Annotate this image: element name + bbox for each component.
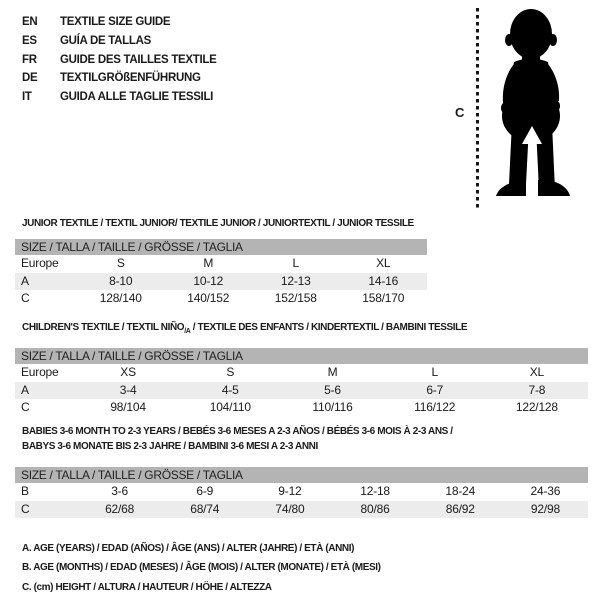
language-row [22,13,217,32]
language-row [22,32,217,51]
table-row [15,273,427,291]
babies-table-title [22,425,453,454]
table-cell: 8-10 [109,273,133,288]
children-title-text: CHILDREN'S TEXTILE / TEXTIL NIÑO [22,322,185,333]
table-cell: 7-8 [528,382,546,397]
table-cell: XL [529,365,545,379]
table-row [15,501,588,519]
table-row [15,483,588,501]
language-code: FR [22,53,37,66]
height-measure-label: C [455,105,465,120]
babies-title-line-1: BABIES 3-6 MONTH TO 2-3 YEARS / BEBÉS 3-6 MESES A 2-3 AÑOS / BÉBÉS 3-6 MOIS À 2-3 ANS / [22,426,453,437]
row-label: C [21,400,30,414]
table-size-header: SIZE / TALLA / TAILLE / GRÖSSE / TAGLIA [15,239,427,255]
table-size-header: SIZE / TALLA / TAILLE / GRÖSSE / TAGLIA [15,467,588,483]
footnote: C. (cm) HEIGHT / ALTURA / HAUTEUR / HÖHE / ALTEZZA [22,581,272,593]
height-measure-dashed-line [476,8,479,208]
table-cell: 80/86 [360,501,390,516]
table-cell: L [292,256,299,270]
table-cell: S [116,256,125,270]
table-cell: XS [120,365,136,379]
language-label: TEXTILE SIZE GUIDE [60,16,171,28]
table-cell: 98/104 [110,400,146,414]
table-cell: 4-5 [221,382,239,397]
language-code: ES [22,34,37,47]
table-cell: 68/74 [190,501,220,516]
table-cell: 6-7 [426,382,444,397]
table-cell: 122/128 [515,400,558,414]
table-cell: 128/140 [99,291,142,305]
language-row [22,69,217,88]
row-label: B [21,484,29,498]
language-row [22,88,217,107]
table-cell: 9-12 [278,484,302,498]
table-cell: M [327,365,338,379]
table-cell: 152/158 [274,291,317,305]
table-cell: 3-6 [111,484,128,498]
footnote: B. AGE (MONTHS) / EDAD (MESES) / ÂGE (MOIS) / ALTER (MONATE) / ETÀ (MESI) [22,562,381,574]
children-title-text: / TEXTILE DES ENFANTS / KINDERTEXTIL / BAMBINI TESSILE [190,322,468,333]
table-row [15,255,427,273]
babies-title-line-2: BABYS 3-6 MONATE BIS 2-3 JAHRE / BAMBINI 3-6 MESI A 2-3 ANNI [22,440,318,452]
children-size-table [15,348,588,417]
table-cell: 6-9 [196,484,214,498]
table-cell: 116/122 [414,400,456,414]
table-cell: 62/68 [105,501,135,516]
table-cell: 86/92 [445,501,475,516]
language-label: TEXTILGRÖßENFÜHRUNG [60,72,201,85]
table-cell: 3-4 [119,382,137,397]
table-cell: 14-16 [368,273,399,288]
table-cell: 140/152 [187,291,230,305]
language-list [22,13,217,107]
children-table-title [22,322,467,335]
table-cell: 12-18 [360,484,390,498]
table-row [15,399,588,417]
table-cell: 18-24 [445,484,476,498]
table-cell: 104/110 [209,400,251,414]
table-cell: 74/80 [275,501,305,516]
junior-size-table [15,239,427,308]
table-cell: 92/98 [530,501,560,516]
table-cell: XL [376,256,391,270]
baby-silhouette-icon [484,4,596,210]
table-cell: 110/116 [312,400,353,414]
row-label: Europe [21,365,59,379]
junior-table-title: JUNIOR TEXTILE / TEXTIL JUNIOR/ TEXTILE JUNIOR / JUNIORTEXTIL / JUNIOR TESSILE [22,218,414,229]
table-row [15,382,588,400]
language-code: DE [22,72,38,85]
language-label: GUÍA DE TALLAS [60,34,151,47]
children-title-subscript: /A [184,328,191,335]
row-label: A [21,382,29,397]
table-cell: L [431,365,438,379]
table-cell: S [226,365,235,379]
row-label: C [21,291,30,305]
table-cell: 5-6 [324,382,341,397]
footnotes [22,539,381,597]
language-label: GUIDA ALLE TAGLIE TESSILI [60,91,214,104]
language-code: IT [22,91,32,104]
table-cell: 24-36 [530,484,561,498]
footnote: A. AGE (YEARS) / EDAD (AÑOS) / ÂGE (ANS) / ALTER (JAHRE) / ETÀ (ANNI) [22,543,355,554]
table-cell: 158/170 [362,291,405,305]
table-row [15,290,427,308]
language-code: EN [22,16,38,28]
table-cell: 12-13 [280,273,311,288]
language-row [22,51,217,70]
row-label: A [21,273,29,288]
row-label: Europe [21,256,59,270]
row-label: C [21,501,30,516]
table-cell: 10-12 [193,273,224,288]
table-size-header: SIZE / TALLA / TAILLE / GRÖSSE / TAGLIA [15,348,588,364]
language-label: GUIDE DES TAILLES TEXTILE [60,53,217,66]
table-row [15,364,588,382]
table-cell: M [203,256,214,270]
babies-size-table [15,467,588,518]
